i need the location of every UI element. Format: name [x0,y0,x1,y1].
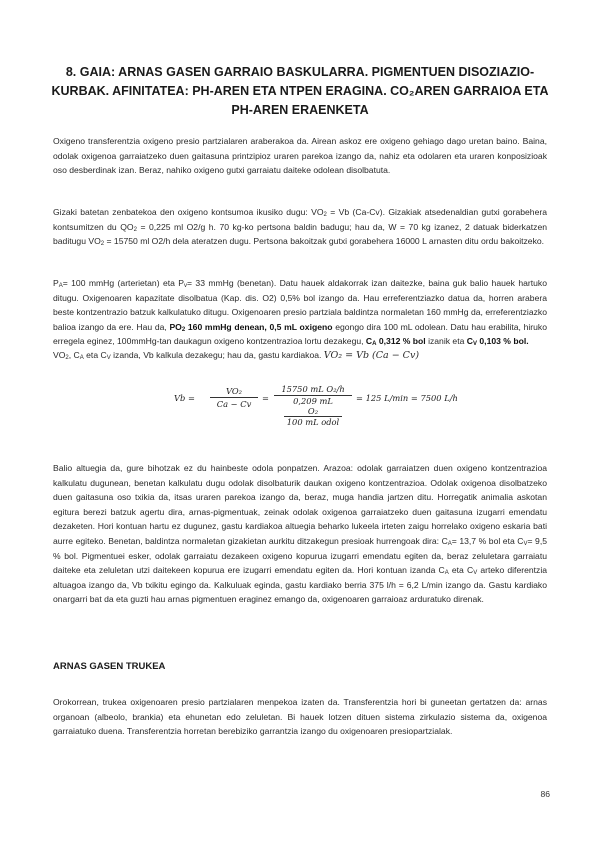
formula-result: = 125 L/min = 7500 L/h [356,393,458,403]
formula-fraction-1 [210,386,258,409]
section-heading-gas-exchange: ARNAS GASEN TRUKEA [53,661,166,672]
paragraph-cardiac-output-intro: $VO_2$, $C_A$ eta $C_V$ izanda, Vb kalkula dezakegu; hau da, gastu kardiakoa. VO₂ = Vb (Ca − Cv) [53,350,420,361]
fraction-2-numerator: 15750 mL O₂/h [274,384,352,396]
paragraph-oxygen-transfer: Oxigeno transferentzia oxigeno presio partzialaren araberakoa da. Airean askoz ere oxigeno gehiago dago uretan baino. Baina, odolak oxigenoa garraiatzeko duen gaitasuna printzipioz uraren parekoa izango da, nahiz eta odolaren eta uraren konposizioak oso desberdinak izan. Beraz, nahiko oxigeno gutxi garraiatu daiteke odolean disolbatuta. [53,136,547,176]
fraction-1-denominator: Ca − Cv [216,399,252,409]
formula-equals: = [262,393,269,403]
paragraph-respiratory-pigments: Balio altuegia da, gure bihotzak ez du hainbeste odola ponpatzen. Arazoa: odolak garraiatzen duen oxigeno kontzentrazioa kalkulatu dugunean, benetan kalkulatu dugu odolak disolbaturik daukan oxigeno kontzentrazioa. Odolak oxigenoa disolbatzeko duen gaitasuna oso txikia da, itsas uraren parekoa izango da, beraz, muga handia jartzen ditu. Horregatik animalia askotan egitura berezi batzuk agertu dira, arnas-pigmentuak, zeinak odolak oxigenoa garraiatzeko duen gaitasuna izugarri emendatu dezaketen. Hori kontuan hartu ez dugunez, gastu kardiakoa altuegia beharko lukeela irteten zaigu horrelako oxigeno eskaria bati aurre egiteko. Benetan, baldintza normaletan gizakietan aurkitu ditzakegun presioak hurrengoak dira: $C_A= 13,7$ % bol eta $C_V= 9,5$ % bol. Pigmentuei esker, odolak garraiatu dezakeen oxigeno kopurua izugarri emendatu egiten da, beraz zeluletara garraiatu daiteke eta zeluletan utzi daitekeen kopurua ere izugarri emendatu egiten da. Hori kontuan izanda $C_A$ eta $C_V$ arteko diferentzia altuagoa izango da, Vb txikitu egingo da. Kalkuluak eginda, gastu kardiako berria 375 l/h = 6,2 L/min izango da. Gastu kardiako onargarri bat da eta guzti hau arnas pigmentuen eraginez emango da, oxigenoaren garraioaz arduratuko direnak. [53,463,548,605]
formula-fraction-2 [274,384,352,427]
formula-lhs: Vb = [174,393,195,403]
paragraph-oxygen-consumption: Gizaki batetan zenbatekoa den oxigeno kontsumoa ikusiko dugu: $VO_2 = Vb$ (Ca-Cv). Gizakiak atsedenaldian gutxi gorabehera kontsumitzen du $QO_2 = 0,225$ ml O2/g h. 70 kg-ko pertsona baldin badugu; hau da, W = 70 kg izanez, 2 datuak biderkatzen baditugu $VO_2 = 15750$ ml O2/h dela ateratzen dugu. Pertsona bakoitzak gutxi gorabehera 16000 L arnasten ditu ordu bakoitzeko. [53,207,548,248]
paragraph-gas-exchange: Orokorrean, trukea oxigenoaren presio partzialaren menpekoa izaten da. Transferentzia hori bi guneetan gertatzen da: arnas organoan (albeolo, brankia) eta ehunetan edo zeluletan. Bi hauek lotzen dituen sistema zirkulazio sistema da, oxigenoa garraiatuko duena. Transferentzia horretan berebiziko garrantzia izango du oxigenoaren presiopartzialak. [53,697,547,737]
page-title: 8. GAIA: ARNAS GASEN GARRAIO BASKULARRA. PIGMENTUEN DISOZIAZIO-KURBAK. AFINITATEA: PH-AREN ETA NTPEN ERAGINA. CO₂AREN GARRAIOA ETA PH-AREN ERAENKETA [51,65,549,117]
fraction-2-denominator-bottom: 100 mL odol [286,417,340,427]
paragraph-partial-pressures: $P_A= 100$ mmHg (arterietan) eta $P_v= 33$ mmHg (benetan). Datu hauek aldakorrak izan daitezke, baina guk balio hauek hartuko ditugu. Oxigenoaren kapazitate disolbatua (Kap. dis. O2) 0,5% bol izango da. Hau erreferentziazko datua da, horren arabera beste kontzentrazio batzuk kalkulatuko ditugu. Oxigenoaren presio partziala baldintza normaletan 160 mmHg da, erreferentziazko balioa izango da ere. Hau da, $PO_2$ 160 mmHg denean, 0,5 mL oxigeno egongo dira 100 mL odolean. Datu hau erabilita, hiruko erregela eginez, 100mmHg-tan daukagun oxigeno kontzentrazioa lortu dezakegu, $C_A$ 0,312 % bol izanik eta $C_V$ 0,103 % bol. [53,278,547,348]
fraction-1-numerator: VO₂ [210,386,258,398]
page-number: 86 [540,789,550,799]
cardiac-output-formula [174,384,474,428]
fraction-2-denominator-top: 0,209 mL O₂ [284,396,342,417]
inline-equation: VO₂ = Vb (Ca − Cv) [323,350,420,361]
